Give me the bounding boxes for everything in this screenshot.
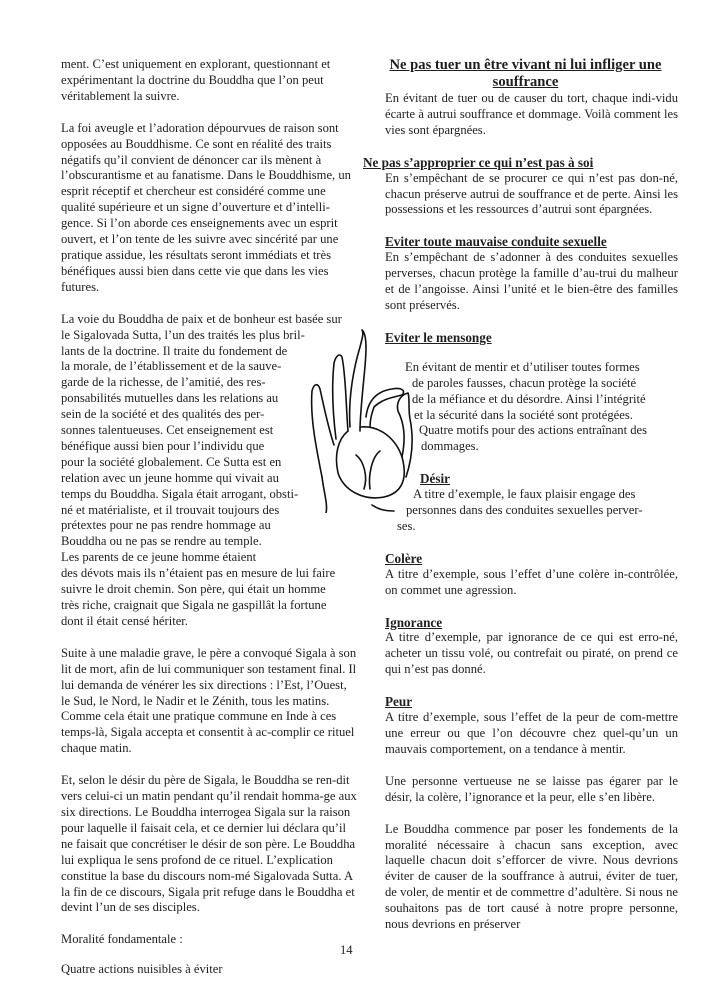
text-line: dont il était censé hériter. xyxy=(61,613,188,628)
text-line: et la sécurité dans la société sont protégées. xyxy=(414,407,633,422)
text-line: garde de la richesse, de l’amitié, des res- xyxy=(61,375,266,390)
heading-anger: Colère xyxy=(385,550,423,566)
text-line: relation avec un jeune homme qui vivait au xyxy=(61,470,279,485)
left-column xyxy=(61,57,357,978)
text-line: prétextes pour ne pas rendre hommage au xyxy=(61,518,271,533)
paragraph-foundations: Le Bouddha commence par poser les fondements de la moralité nécessaire à chacun sans exception, avec laquelle chacun doit s’efforcer de vivre. Nous devrions éviter de causer de la souffrance à autrui, éviter de tuer, de voler, de mentir et de commettre d’adultère. Si nous ne souhaitons pas de tort causé à notre propre personne, nous devrions en préserver xyxy=(385,821,678,932)
paragraph-father-illness: Suite à une maladie grave, le père a convoqué Sigala à son lit de mort, afin de lui communiquer son testament final. Il lui demanda de vénérer les six directions : l’Est, l’Ouest, le Sud, le Nord, le Nadir et le Zénith, tous les matins. Comme cela était une pratique commune en Inde à ces temps-là, Sigala accepta et consentit à ac-complir ce rituel chaque matin. xyxy=(61,645,357,756)
right-column xyxy=(363,57,678,933)
paragraph-blind-faith: La foi aveugle et l’adoration dépourvues de raison sont opposées au Bouddhisme. Ce sont en réalité des traits négatifs qu’il convient de dénoncer car ils mènent à l’obscurantisme et au fanatisme. Dans le Bouddhisme, un esprit réceptif et chercheur est considéré comme une qualité supérieure et un signe d’ouverture et d’intelli-gence. Si l’on aborde ces enseignements avec un esprit ouvert, et l’on tente de les suivre avec sincérité par une pratique assidue, les résultats seront immédiats et très bénéfiques aussi bien dans cette vie que dans les vies futures. xyxy=(61,120,351,294)
text-line: sein de la société et des qualités des per- xyxy=(61,407,265,422)
text-line: ponsabilités mutuelles dans les relations au xyxy=(61,391,279,406)
text-line: né et matérialiste, et il trouvait toujours des xyxy=(61,502,280,517)
heading-no-stealing: Ne pas s’approprier ce qui n’est pas à soi xyxy=(363,154,594,170)
text-line: A titre d’exemple, le faux plaisir engage des xyxy=(413,487,636,502)
text-line: des dévots mais ils n’étaient pas en mesure de lui faire xyxy=(61,566,336,581)
text-line: En évitant de mentir et d’utiliser toutes formes xyxy=(405,359,640,374)
paragraph-ignorance: A titre d’exemple, par ignorance de ce qui est erro-né, acheter un tissu volé, ou contrefait ou piraté, on prend ce qui n’est pas donné. xyxy=(385,630,678,677)
text-line: très riche, craignait que Sigala ne gaspillât la fortune xyxy=(61,598,327,612)
text-line: bénéfique aussi bien pour l’individu que xyxy=(61,438,265,453)
page-number: 14 xyxy=(340,943,353,957)
text-line: Bouddha ou ne pas se rendre au temple. xyxy=(61,534,262,549)
heading-no-killing: Ne pas tuer un être vivant ni lui infliger une souffrance xyxy=(389,57,662,90)
paragraph-virtuous-person: Une personne vertueuse ne se laisse pas égarer par le désir, la colère, l’ignorance et la peur, elle s’en libère. xyxy=(385,773,678,804)
heading-no-sexual-misconduct: Eviter toute mauvaise conduite sexuelle xyxy=(385,234,607,250)
text-line: pour la société globalement. Ce Sutta est en xyxy=(61,454,282,469)
text-line: temps du Bouddha. Sigala était arrogant, obsti- xyxy=(61,486,299,501)
paragraph-four-harmful-actions: Quatre actions nuisibles à éviter xyxy=(61,962,223,977)
paragraph-no-sexual-misconduct: En s’empêchant de s’adonner à des conduites sexuelles perverses, chacun protège la famille d’au-trui du malheur et de l’angoisse. Ainsi l’unité et le bien-être des familles sont préservés. xyxy=(385,250,678,312)
text-line: personnes dans des conduites sexuelles perver- xyxy=(406,503,643,518)
text-line: Les parents de ce jeune homme étaient xyxy=(61,550,257,565)
paragraph-intro-continued: ment. C’est uniquement en explorant, questionnant et expérimentant la doctrine du Bouddha que l’on peut véritablement la suivre. xyxy=(61,57,331,103)
text-line: La voie du Bouddha de paix et de bonheur est basée sur xyxy=(61,311,342,326)
text-line: lants de la doctrine. Il traite du fondement de xyxy=(61,343,288,358)
text-line: sonnes talentueuses. Cet enseignement est xyxy=(61,423,274,438)
text-line: suivre le droit chemin. Son père, qui était un homme xyxy=(61,582,326,597)
text-line: Quatre motifs pour des actions entraînant des xyxy=(419,423,648,438)
paragraph-fear: A titre d’exemple, sous l’effet de la peur de com-mettre une erreur ou que l’on découvre chez quel-qu’un un mauvais comportement, on a tendance à mentir. xyxy=(385,710,678,756)
paragraph-desire xyxy=(363,487,678,535)
paragraph-fundamental-morality: Moralité fondamentale : xyxy=(61,932,183,947)
paragraph-anger: A titre d’exemple, sous l’effet d’une colère in-contrôlée, on commet une agression. xyxy=(385,566,678,597)
text-line: de paroles fausses, chacun protège la société xyxy=(412,375,637,390)
paragraph-no-lying xyxy=(363,360,678,455)
paragraph-buddha-visit: Et, selon le désir du père de Sigala, le Bouddha se ren-dit vers celui-ci un matin pendant qu’il rendait homma-ge aux six directions. Le Bouddha interrogea Sigala sur la raison pour laquelle il faisait cela, et ce dernier lui déclara qu’il ne faisait que concrétiser le désir de son père. Le Bouddha lui expliqua le sens profond de ce rituel. L’explication constitue la base du discours nom-mé Sigalovada Sutta. A la fin de ce discours, Sigala prit refuge dans le Bouddha et devint l’un de ses disciples. xyxy=(61,773,357,915)
text-line: dommages. xyxy=(421,439,479,454)
heading-ignorance: Ignorance xyxy=(385,614,443,630)
heading-desire: Désir xyxy=(420,471,451,487)
hand-finger-little xyxy=(312,385,334,477)
paragraph-no-killing: En évitant de tuer ou de causer du tort, chaque indi-vidu écarte à autrui souffrance et dommage. Voilà comment les vies sont épargnées. xyxy=(385,91,678,137)
text-line: le Sigalovada Sutta, l’un des traités les plus bril- xyxy=(61,327,305,342)
heading-fear: Peur xyxy=(385,694,413,710)
text-line: la morale, de l’établissement et de la sauve- xyxy=(61,359,282,374)
text-line: ses. xyxy=(397,518,416,533)
paragraph-no-stealing: En s’empêchant de se procurer ce qui n’est pas don-né, chacun préserve autrui de souffrance et de perte. Ainsi les possessions et les ressources d’autrui sont épargnées. xyxy=(385,170,678,217)
text-line: de la méfiance et du désordre. Ainsi l’intégrité xyxy=(412,391,646,406)
hand-finger-ring xyxy=(333,355,348,439)
heading-no-lying: Eviter le mensonge xyxy=(385,329,492,345)
